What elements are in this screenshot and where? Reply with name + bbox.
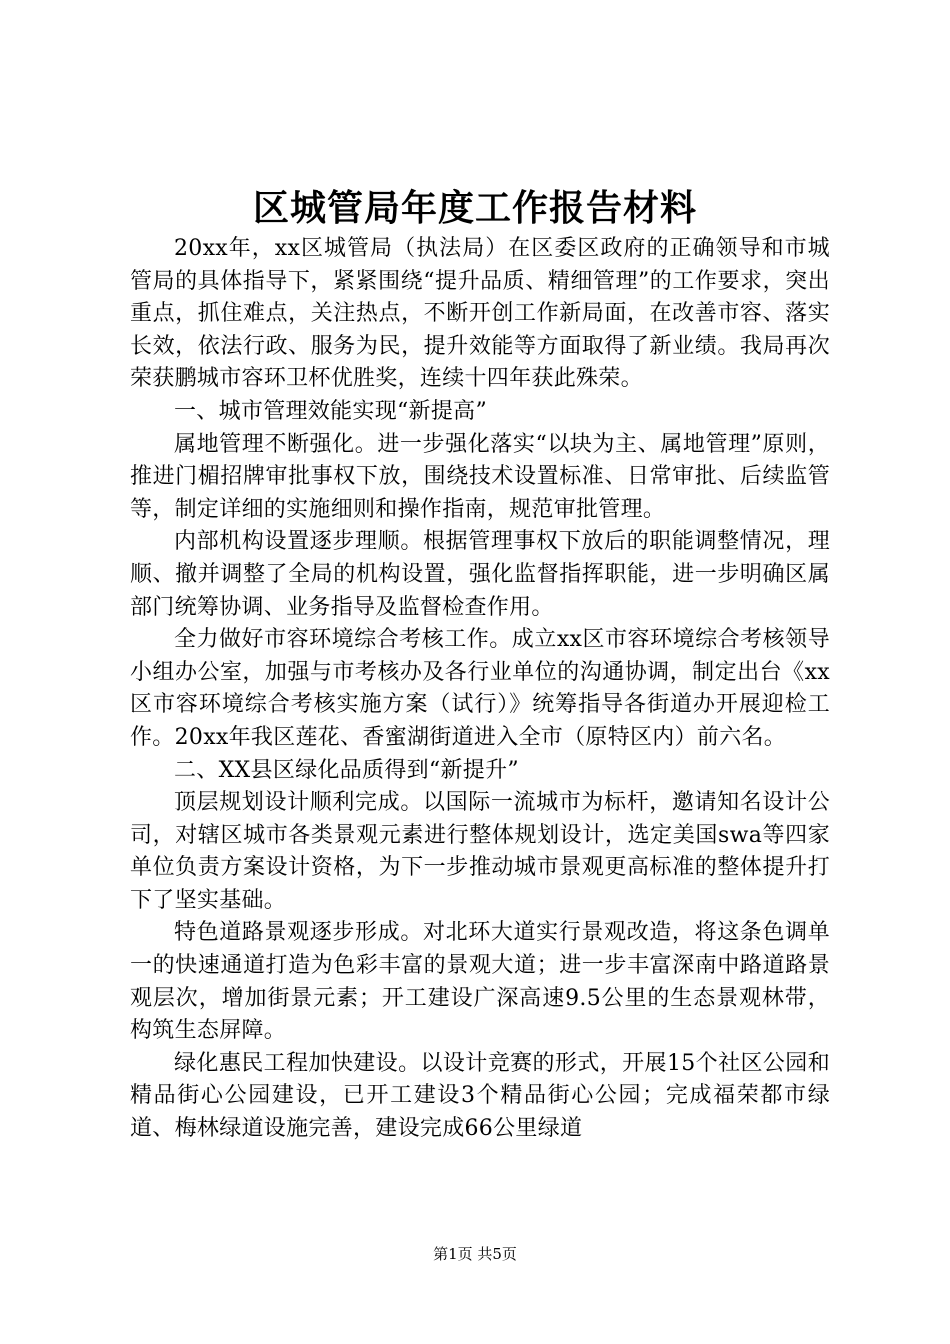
document-body <box>130 233 830 1146</box>
section-heading: 二、XX县区绿化品质得到“新提升” <box>174 757 519 783</box>
document-title: 区城管局年度工作报告材料 <box>252 187 697 229</box>
paragraph: 内部机构设置逐步理顺。根据管理事权下放后的职能调整情况，理顺、撤并调整了全局的机构设置，强化监督指挥职能，进一步明确区属部门统筹协调、业务指导及监督检查作用。 <box>130 529 830 620</box>
section-heading: 一、城市管理效能实现“新提高” <box>174 398 487 424</box>
paragraph: 顶层规划设计顺利完成。以国际一流城市为标杆，邀请知名设计公司，对辖区城市各类景观元素进行整体规划设计，选定美国swa等四家单位负责方案设计资格，为下一步推动城市景观更高标准的整体提升打下了坚实基础。 <box>130 790 830 913</box>
paragraph: 20xx年，xx区城管局（执法局）在区委区政府的正确领导和市城管局的具体指导下，紧紧围绕“提升品质、精细管理”的工作要求，突出重点，抓住难点，关注热点，不断开创工作新局面，在改善市容、落实长效，依法行政、服务为民，提升效能等方面取得了新业绩。我局再次荣获鹏城市容环卫杯优胜奖，连续十四年获此殊荣。 <box>130 236 830 392</box>
paragraph: 绿化惠民工程加快建设。以设计竞赛的形式，开展15个社区公园和精品街心公园建设，已开工建设3个精品街心公园；完成福荣都市绿道、梅林绿道设施完善，建设完成66公里绿道 <box>130 1050 830 1142</box>
paragraph: 属地管理不断强化。进一步强化落实“以块为主、属地管理”原则，推进门楣招牌审批事权下放，围绕技术设置标准、日常审批、后续监管等，制定详细的实施细则和操作指南，规范审批管理。 <box>130 431 830 522</box>
paragraph: 全力做好市容环境综合考核工作。成立xx区市容环境综合考核领导小组办公室，加强与市考核办及各行业单位的沟通协调，制定出台《xx区市容环境综合考核实施方案（试行）》统筹指导各街道办开展迎检工作。20xx年我区莲花、香蜜湖街道进入全市（原特区内）前六名。 <box>130 627 830 750</box>
page-footer: 第1页 共5页 <box>433 1245 517 1263</box>
paragraph: 特色道路景观逐步形成。对北环大道实行景观改造，将这条色调单一的快速通道打造为色彩丰富的景观大道；进一步丰富深南中路道路景观层次，增加街景元素；开工建设广深高速9.5公里的生态景观林带，构筑生态屏障。 <box>130 920 830 1044</box>
